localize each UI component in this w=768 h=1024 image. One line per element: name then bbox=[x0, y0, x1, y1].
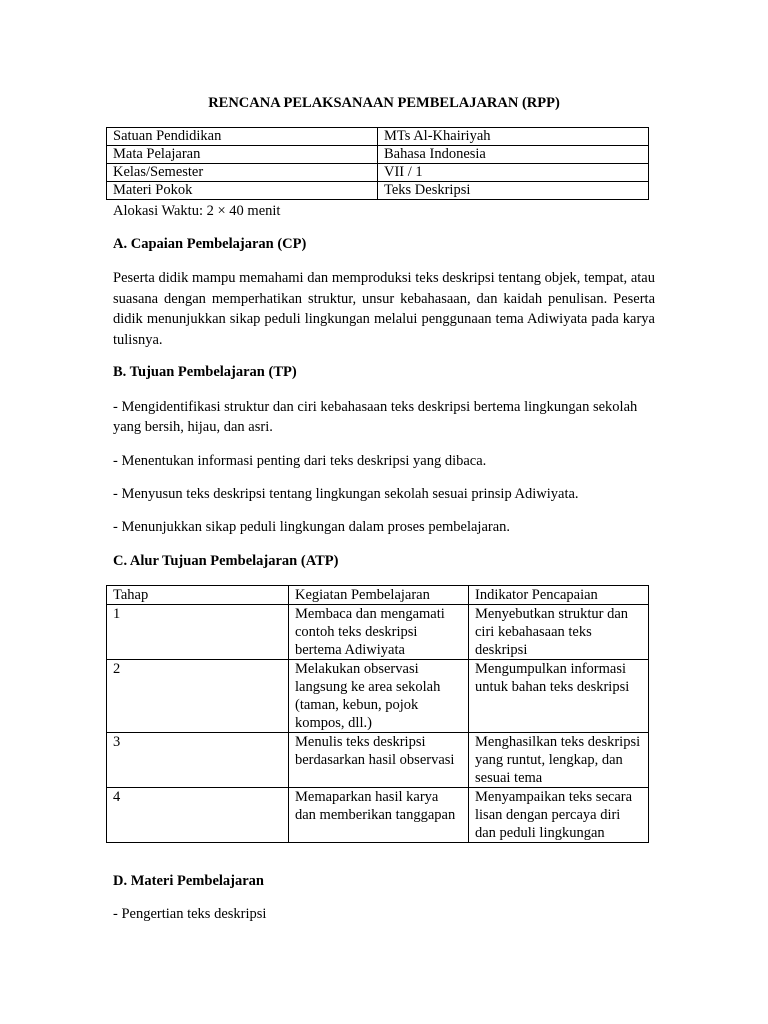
stage-cell: 3 bbox=[107, 733, 289, 788]
section-c-heading: C. Alur Tujuan Pembelajaran (ATP) bbox=[113, 553, 339, 569]
document-title: RENCANA PELAKSANAAN PEMBELAJARAN (RPP) bbox=[208, 95, 560, 111]
activity-cell: Membaca dan mengamati contoh teks deskripsi bertema Adiwiyata bbox=[289, 605, 469, 660]
table-row bbox=[107, 733, 649, 788]
identity-value: MTs Al-Khairiyah bbox=[378, 128, 649, 146]
tp-item: - Menentukan informasi penting dari teks deskripsi yang dibaca. bbox=[113, 453, 487, 469]
identity-value: Teks Deskripsi bbox=[378, 182, 649, 200]
section-b-heading: B. Tujuan Pembelajaran (TP) bbox=[113, 364, 297, 380]
table-row bbox=[107, 788, 649, 843]
tp-item: - Mengidentifikasi struktur dan ciri kebahasaan teks deskripsi bertema lingkungan sekolah yang bersih, hijau, dan asri. bbox=[113, 399, 638, 435]
table-header-row bbox=[107, 586, 649, 605]
identity-value: Bahasa Indonesia bbox=[378, 146, 649, 164]
activity-cell: Menulis teks deskripsi berdasarkan hasil observasi bbox=[289, 733, 469, 788]
tp-item: - Menunjukkan sikap peduli lingkungan dalam proses pembelajaran. bbox=[113, 519, 511, 535]
section-d-heading: D. Materi Pembelajaran bbox=[113, 873, 264, 889]
identity-label: Materi Pokok bbox=[107, 182, 378, 200]
table-row bbox=[107, 660, 649, 733]
identity-value: VII / 1 bbox=[378, 164, 649, 182]
section-a-heading: A. Capaian Pembelajaran (CP) bbox=[113, 236, 307, 252]
atp-table bbox=[106, 585, 649, 843]
identity-table bbox=[106, 127, 649, 200]
materi-item: - Pengertian teks deskripsi bbox=[113, 906, 267, 922]
table-row bbox=[107, 146, 649, 164]
identity-label: Kelas/Semester bbox=[107, 164, 378, 182]
table-row bbox=[107, 128, 649, 146]
stage-cell: 1 bbox=[107, 605, 289, 660]
indicator-cell: Menyebutkan struktur dan ciri kebahasaan teks deskripsi bbox=[469, 605, 649, 660]
identity-label: Mata Pelajaran bbox=[107, 146, 378, 164]
column-header: Tahap bbox=[107, 586, 289, 605]
allocation-time: Alokasi Waktu: 2 × 40 menit bbox=[113, 203, 281, 219]
table-row bbox=[107, 605, 649, 660]
identity-label: Satuan Pendidikan bbox=[107, 128, 378, 146]
column-header: Indikator Pencapaian bbox=[469, 586, 649, 605]
indicator-cell: Menghasilkan teks deskripsi yang runtut, lengkap, dan sesuai tema bbox=[469, 733, 649, 788]
activity-cell: Melakukan observasi langsung ke area sekolah (taman, kebun, pojok kompos, dll.) bbox=[289, 660, 469, 733]
activity-cell: Memaparkan hasil karya dan memberikan tanggapan bbox=[289, 788, 469, 843]
indicator-cell: Mengumpulkan informasi untuk bahan teks deskripsi bbox=[469, 660, 649, 733]
stage-cell: 2 bbox=[107, 660, 289, 733]
column-header: Kegiatan Pembelajaran bbox=[289, 586, 469, 605]
section-a-text: Peserta didik mampu memahami dan memproduksi teks deskripsi tentang objek, tempat, atau suasana dengan memperhatikan struktur, unsur kebahasaan, dan kaidah penulisan. Peserta didik menunjukkan sikap peduli lingkungan melalui penggunaan tema Adiwiyata pada karya tulisnya. bbox=[113, 270, 655, 348]
table-row bbox=[107, 164, 649, 182]
indicator-cell: Menyampaikan teks secara lisan dengan percaya diri dan peduli lingkungan bbox=[469, 788, 649, 843]
stage-cell: 4 bbox=[107, 788, 289, 843]
tp-item: - Menyusun teks deskripsi tentang lingkungan sekolah sesuai prinsip Adiwiyata. bbox=[113, 486, 579, 502]
table-row bbox=[107, 182, 649, 200]
